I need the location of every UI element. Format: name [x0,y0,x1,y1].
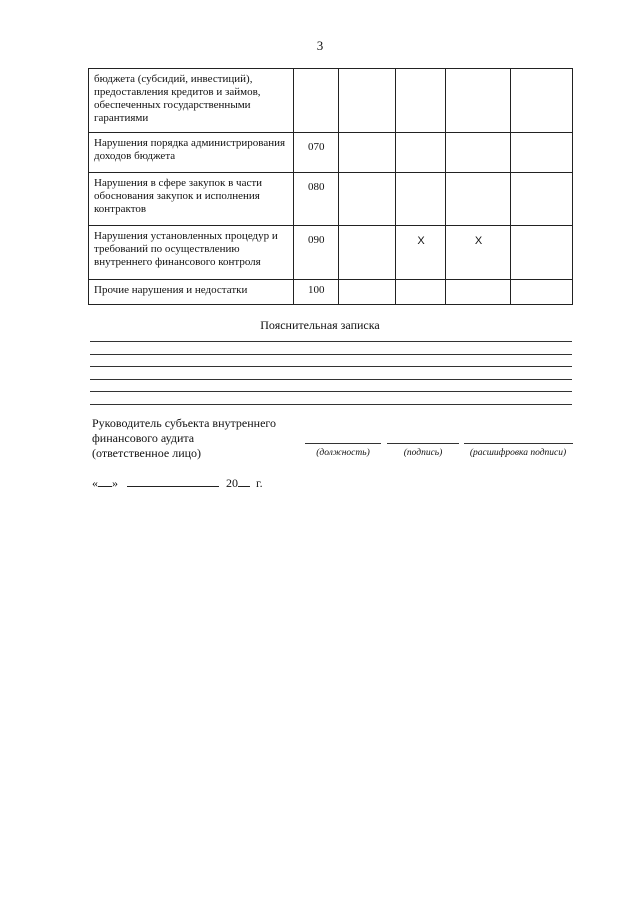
table-cell [339,280,396,305]
day-blank [98,486,112,487]
row-code [294,69,339,133]
note-line [90,391,572,404]
month-blank [127,486,219,487]
row-code: 070 [294,133,339,173]
table-cell [511,280,573,305]
date-open-quote: « [92,476,98,490]
table-cell: Х [396,226,446,280]
table-cell [396,69,446,133]
explanatory-note-lines [90,341,572,416]
table-cell [446,280,511,305]
signatory-line: финансового аудита [92,431,195,445]
signatory-line: (ответственное лицо) [92,446,202,460]
table-row [89,69,573,133]
row-code: 090 [294,226,339,280]
violations-table [88,68,573,305]
decoding-caption: (расшифровка подписи) [469,448,567,458]
table-cell [396,133,446,173]
note-line [90,379,572,392]
table-cell [339,69,396,133]
table-cell [511,173,573,226]
date-line [92,476,263,491]
note-line [90,341,572,354]
decoding-field [464,443,573,444]
table-row [89,173,573,226]
table-cell: Х [446,226,511,280]
explanatory-note-title: Пояснительная записка [260,318,380,332]
row-label: бюджета (субсидий, инвестиций), предоставления кредитов и займов, обеспеченных государственными гарантиями [89,69,294,133]
year-prefix: 20 [226,476,238,490]
table-cell [511,133,573,173]
table-row [89,133,573,173]
row-label: Нарушения установленных процедур и требований по осуществлению внутреннего финансового контроля [89,226,294,280]
row-code: 080 [294,173,339,226]
signature-caption: (подпись) [403,448,443,458]
table-cell [446,173,511,226]
table-cell [511,69,573,133]
year-suffix: г. [256,476,263,490]
table-cell [396,173,446,226]
table-cell [339,226,396,280]
position-caption: (должность) [316,448,370,458]
table-cell [396,280,446,305]
note-line [90,366,572,379]
table-cell [511,226,573,280]
position-field [305,443,381,444]
row-label: Нарушения порядка администрирования доходов бюджета [89,133,294,173]
note-line [90,354,572,367]
page-number: 3 [316,38,324,53]
table-cell [446,133,511,173]
signatory-line: Руководитель субъекта внутреннего [92,416,277,430]
year-blank [238,486,250,487]
table-cell [339,133,396,173]
row-code: 100 [294,280,339,305]
table-row [89,226,573,280]
signature-field [387,443,459,444]
note-line [90,404,572,417]
table-row [89,280,573,305]
row-label: Прочие нарушения и недостатки [89,280,294,305]
date-close-quote: » [112,476,118,490]
row-label: Нарушения в сфере закупок в части обоснования закупок и исполнения контрактов [89,173,294,226]
table-cell [446,69,511,133]
signatory-title [92,416,302,461]
table-cell [339,173,396,226]
